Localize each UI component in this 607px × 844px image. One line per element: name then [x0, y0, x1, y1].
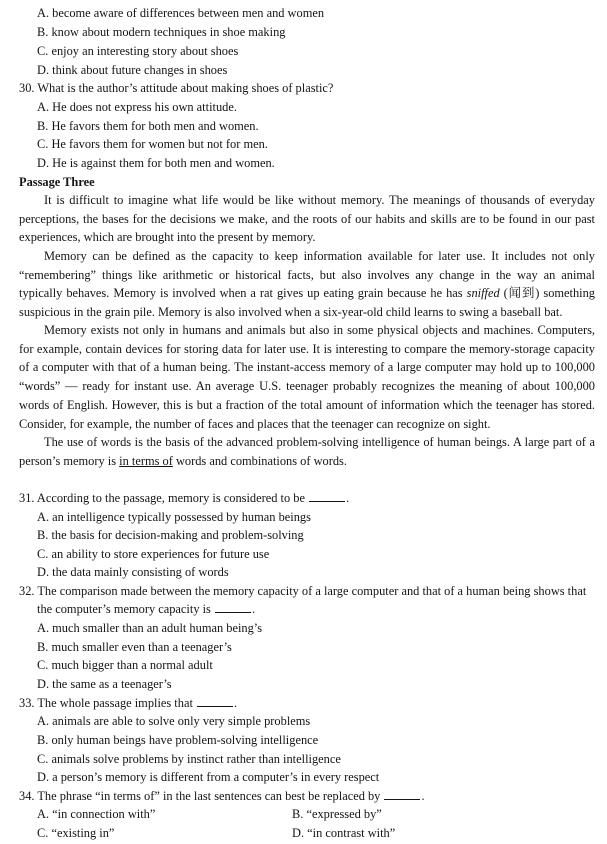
- paragraph-2-text-b: something suspicious in the grain pile. Memory is also involved when a six-year-old child learns to swing a baseball bat.: [19, 286, 596, 320]
- q30-stem: 30. What is the author’s attitude about making shoes of plastic?: [19, 81, 334, 95]
- answer-blank: [197, 694, 233, 707]
- q30-option-d: D. He is against them for both men and women.: [37, 156, 275, 170]
- answer-blank: [384, 787, 420, 800]
- answer-blank: [215, 600, 251, 613]
- q29-option-c: C. enjoy an interesting story about shoes: [37, 44, 239, 58]
- q30-option-a: A. He does not express his own attitude.: [37, 100, 237, 114]
- q34-stem: [19, 787, 425, 806]
- q34-option-a: A. “in connection with”: [37, 807, 156, 821]
- q33-option-d: D. a person’s memory is different from a computer’s in every respect: [37, 770, 380, 784]
- word-gloss: (闻到): [499, 286, 544, 301]
- passage-paragraph-2: [19, 247, 595, 322]
- q32-stem-line-1: 32. The comparison made between the memory capacity of a large computer and that of a human being shows that: [19, 584, 587, 598]
- q32-option-b: B. much smaller even than a teenager’s: [37, 640, 232, 654]
- q32-stem-line-2: [37, 600, 255, 619]
- q34-stem-end: .: [421, 789, 425, 803]
- q32-stem-text: the computer’s memory capacity is: [37, 602, 211, 616]
- q29-option-a: A. become aware of differences between men and women: [37, 6, 325, 20]
- passage-paragraph-4: [19, 433, 595, 470]
- q32-option-a: A. much smaller than an adult human being’s: [37, 621, 263, 635]
- q31-option-a: A. an intelligence typically possessed by human beings: [37, 510, 311, 524]
- q34-stem-text: 34. The phrase “in terms of” in the last sentences can best be replaced by: [19, 789, 381, 803]
- q33-option-c: C. animals solve problems by instinct rather than intelligence: [37, 752, 341, 766]
- q32-stem-end: .: [251, 602, 256, 616]
- underlined-phrase: in terms of: [119, 453, 173, 468]
- q33-option-a: A. animals are able to solve only very simple problems: [37, 714, 311, 728]
- passage-paragraph-1: It is difficult to imagine what life would be like without memory. The meanings of thousands of everyday perceptions, the bases for the decisions we make, and the roots of our habits and skills are to be found in our past experiences, which are brought into the present by memory.: [19, 193, 595, 245]
- paragraph-4-text-a: The use of words is the basis of the advanced problem-solving intelligence of human beings. A large part of a person’s memory is: [19, 435, 595, 468]
- q31-stem-end: .: [346, 491, 350, 505]
- q31-option-c: C. an ability to store experiences for future use: [37, 547, 270, 561]
- passage-paragraph-3: Memory exists not only in humans and animals but also in some physical objects and machines. Computers, for example, contain devices for storing data for later use. It is interesting to compare the memory-storage capacity of a computer with that of a human being. The instant-access memory of a large computer may hold up to 100,000 “words” — ready for instant use. An average U.S. teenager probably recognizes the meaning of about 100,000 words of English. However, this is but a fraction of the total amount of information which the teenager has stored. Consider, for example, the number of faces and places that the teenager can recognize on sight.: [19, 323, 595, 431]
- q34-option-c: C. “existing in”: [37, 826, 115, 840]
- paragraph-2-text-a: Memory can be defined as the capacity to keep information available for later use. It includes not only “remembering” things like arithmetic or historical facts, but also involves any change in the way an animal typically behaves. Memory is involved when a rat gives up eating grain because he has: [19, 249, 595, 301]
- answer-blank: [309, 489, 345, 502]
- passage-title: Passage Three: [19, 175, 95, 189]
- q33-stem-text: 33. The whole passage implies that: [19, 696, 193, 710]
- q31-stem: [19, 489, 349, 508]
- glossed-word: sniffed: [466, 286, 500, 301]
- q29-option-b: B. know about modern techniques in shoe making: [37, 25, 286, 39]
- q30-option-c: C. He favors them for women but not for men.: [37, 137, 268, 151]
- q32-option-c: C. much bigger than a normal adult: [37, 658, 213, 672]
- q33-stem-end: .: [234, 696, 238, 710]
- q33-stem: [19, 694, 237, 713]
- paragraph-4-text-b: words and combinations of words.: [172, 453, 347, 468]
- q32-option-d: D. the same as a teenager’s: [37, 677, 172, 691]
- q31-stem-text: 31. According to the passage, memory is considered to be: [19, 491, 305, 505]
- q29-option-d: D. think about future changes in shoes: [37, 63, 228, 77]
- q34-option-d: D. “in contrast with”: [292, 826, 396, 840]
- q34-option-b: B. “expressed by”: [292, 807, 382, 821]
- q30-option-b: B. He favors them for both men and women.: [37, 119, 259, 133]
- q33-option-b: B. only human beings have problem-solving intelligence: [37, 733, 319, 747]
- q31-option-d: D. the data mainly consisting of words: [37, 565, 229, 579]
- q31-option-b: B. the basis for decision-making and problem-solving: [37, 528, 304, 542]
